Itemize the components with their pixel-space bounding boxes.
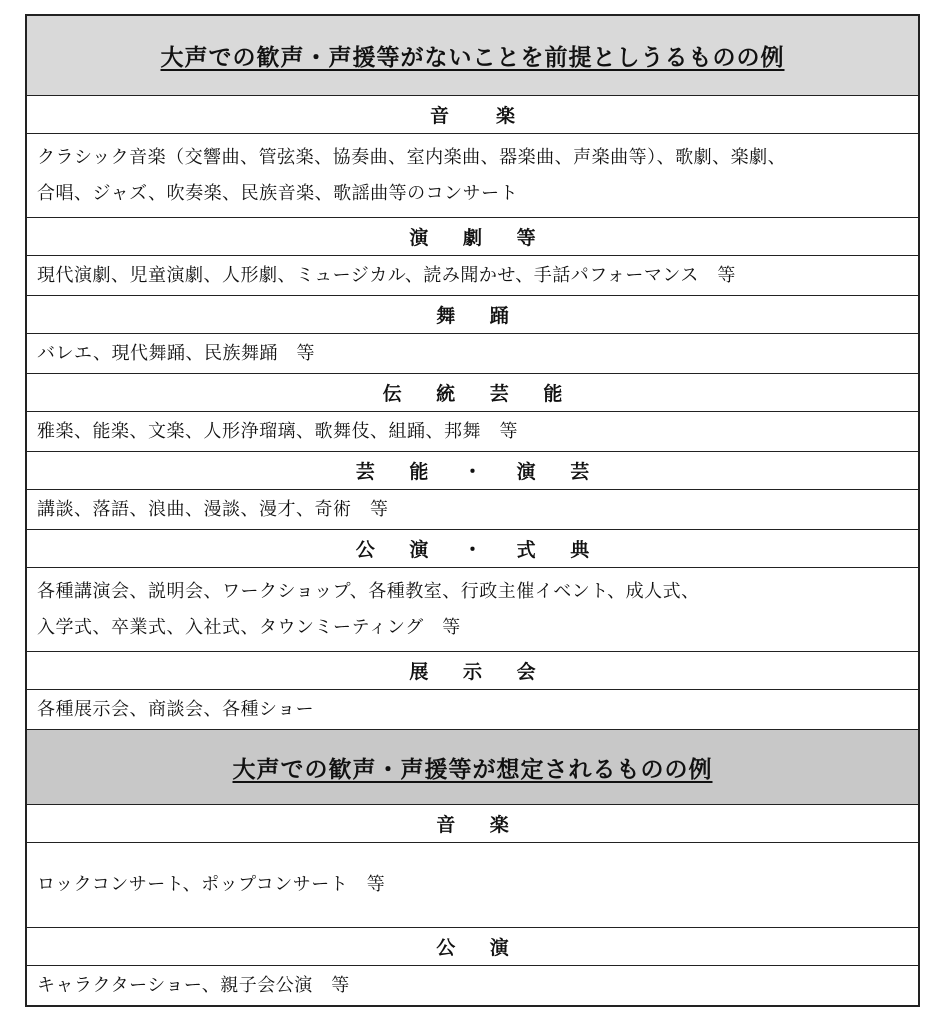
- item-line: 合唱、ジャズ、吹奏楽、民族音楽、歌謡曲等のコンサート: [37, 182, 519, 204]
- category-title: 演 劇 等: [409, 227, 550, 249]
- category-items-dance: [27, 333, 918, 373]
- category-title: 音 楽: [429, 105, 529, 127]
- category-items-exhibitions: [27, 689, 918, 729]
- item-line: 各種展示会、商談会、各種ショー: [37, 698, 315, 720]
- category-header-music: [27, 95, 918, 133]
- item-line: 雅楽、能楽、文楽、人形浄瑠璃、歌舞伎、組踊、邦舞 等: [37, 420, 518, 442]
- category-header-exhibitions: [27, 651, 918, 689]
- category-title: 芸 能 ・ 演 芸: [355, 461, 604, 483]
- category-header-dance: [27, 295, 918, 333]
- category-items-traditional-arts: [27, 411, 918, 451]
- section-header-no-cheering: [27, 16, 918, 95]
- item-line: バレエ、現代舞踊、民族舞踊 等: [37, 342, 316, 364]
- item-line: 講談、落語、浪曲、漫談、漫才、奇術 等: [37, 498, 389, 520]
- category-header-traditional-arts: [27, 373, 918, 411]
- category-title: 公 演: [436, 937, 523, 959]
- category-header-performances: [27, 927, 918, 965]
- item-line: 入学式、卒業式、入社式、タウンミーティング 等: [37, 616, 461, 638]
- category-title: 伝 統 芸 能: [382, 383, 577, 405]
- category-title: 音 楽: [436, 814, 523, 836]
- category-items-performances-ceremonies: [27, 567, 918, 651]
- item-line: キャラクターショー、親子会公演 等: [37, 974, 350, 996]
- item-line: ロックコンサート、ポップコンサート 等: [37, 874, 386, 895]
- item-line: クラシック音楽（交響曲、管弦楽、協奏曲、室内楽曲、器楽曲、声楽曲等）、歌劇、楽劇、: [37, 146, 787, 168]
- category-header-theater: [27, 217, 918, 255]
- item-line: 各種講演会、説明会、ワークショップ、各種教室、行政主催イベント、成人式、: [37, 580, 700, 602]
- category-items-performances: [27, 965, 918, 1005]
- category-title: 舞 踊: [436, 305, 523, 327]
- category-items-music: [27, 842, 918, 927]
- section-title: 大声での歓声・声援等が想定されるものの例: [232, 755, 713, 783]
- category-items-performing-arts: [27, 489, 918, 529]
- category-title: 公 演 ・ 式 典: [355, 539, 604, 561]
- category-header-performing-arts: [27, 451, 918, 489]
- category-header-performances-ceremonies: [27, 529, 918, 567]
- section-header-cheering-expected: [27, 729, 918, 804]
- category-header-music: [27, 804, 918, 842]
- category-title: 展 示 会: [409, 661, 550, 683]
- category-items-theater: [27, 255, 918, 295]
- section-title: 大声での歓声・声援等がないことを前提としうるものの例: [160, 44, 785, 71]
- category-items-music: [27, 133, 918, 217]
- event-classification-table: [25, 14, 920, 1007]
- item-line: 現代演劇、児童演劇、人形劇、ミュージカル、読み聞かせ、手話パフォーマンス 等: [37, 264, 736, 286]
